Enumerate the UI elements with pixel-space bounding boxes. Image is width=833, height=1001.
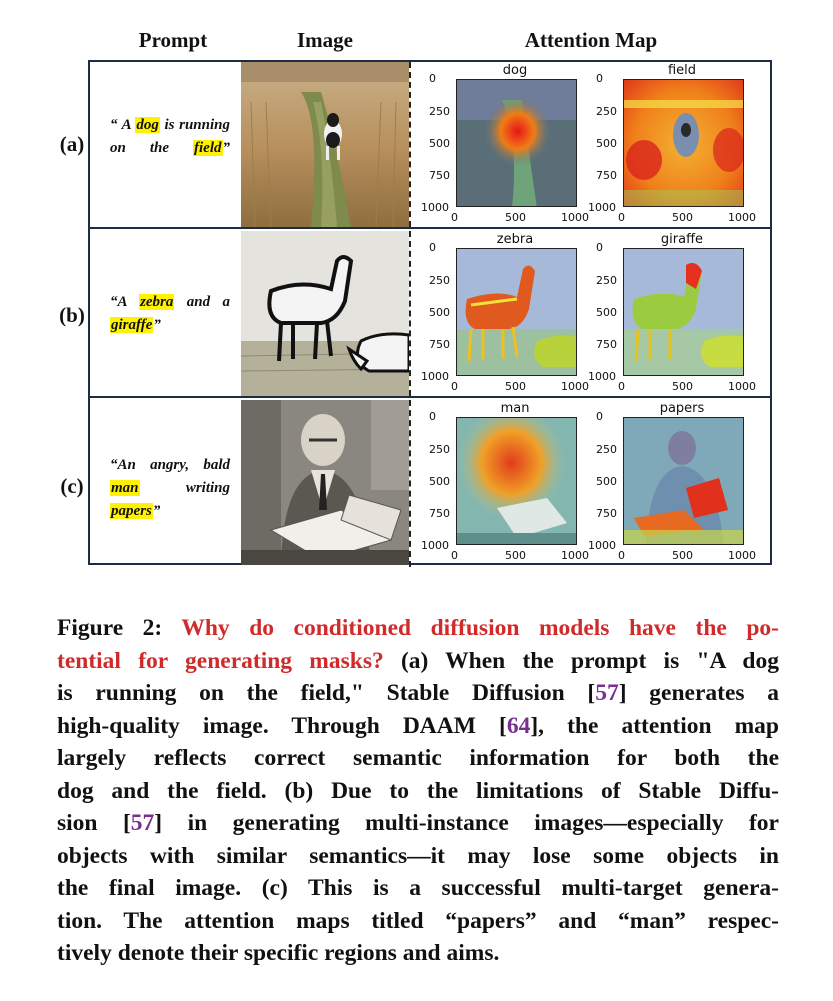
highlighted-word: papers bbox=[111, 503, 152, 519]
highlighted-word: field bbox=[194, 140, 222, 156]
citation-link[interactable]: 57 bbox=[130, 810, 155, 836]
caption-text: the final image. (c) This is a successful multi-target genera- bbox=[57, 875, 779, 901]
y-tick: 0 bbox=[429, 241, 436, 254]
y-tick: 1000 bbox=[421, 539, 449, 552]
map-title: zebra bbox=[496, 232, 534, 247]
map-title: papers bbox=[659, 401, 705, 416]
attention-map-panel bbox=[588, 400, 768, 565]
x-tick: 500 bbox=[505, 549, 526, 562]
prompt-text: “ A dog is running on the field” bbox=[110, 117, 230, 156]
caption-text: sion [ bbox=[57, 810, 131, 836]
prompt-text: “An angry, bald man writing papers” bbox=[110, 457, 230, 519]
caption-line bbox=[57, 840, 779, 873]
y-tick: 0 bbox=[596, 241, 603, 254]
y-tick: 500 bbox=[429, 475, 450, 488]
attention-maps bbox=[411, 400, 770, 567]
row-label: (b) bbox=[59, 303, 85, 327]
y-tick: 500 bbox=[429, 306, 450, 319]
y-tick: 0 bbox=[596, 410, 603, 423]
attention-heatmap bbox=[456, 417, 577, 545]
y-tick: 500 bbox=[596, 475, 617, 488]
y-tick: 0 bbox=[429, 410, 436, 423]
caption-line bbox=[57, 742, 779, 775]
y-tick: 750 bbox=[429, 338, 450, 351]
attention-maps bbox=[411, 231, 770, 396]
y-tick: 1000 bbox=[588, 201, 616, 214]
bald-man-writing-image bbox=[241, 400, 411, 565]
attention-heatmap bbox=[456, 248, 577, 376]
attention-heatmap bbox=[456, 79, 577, 207]
attention-maps bbox=[411, 62, 770, 227]
caption-text: dog and the field. (b) Due to the limitations of Stable Diffu- bbox=[57, 777, 779, 804]
x-tick: 500 bbox=[672, 211, 693, 224]
caption-highlight: tential for generating masks? bbox=[57, 647, 384, 674]
highlighted-word: zebra bbox=[140, 294, 174, 310]
caption-text: tion. The attention maps titled “papers” and “man” respec- bbox=[57, 907, 779, 934]
caption-text: is running on the field," Stable Diffusion [ bbox=[57, 680, 596, 706]
y-tick: 250 bbox=[596, 443, 617, 456]
y-tick: 500 bbox=[596, 137, 617, 150]
caption-highlight: Why do conditioned diffusion models have the po- bbox=[181, 615, 780, 641]
y-tick: 750 bbox=[429, 507, 450, 520]
caption-line bbox=[57, 905, 779, 938]
x-tick: 0 bbox=[618, 549, 625, 562]
citation-link[interactable]: 64 bbox=[506, 712, 531, 739]
caption-line bbox=[57, 937, 779, 970]
highlighted-word: giraffe bbox=[111, 317, 153, 333]
highlighted-word: man bbox=[111, 480, 139, 496]
y-tick: 250 bbox=[429, 274, 450, 287]
y-tick: 750 bbox=[596, 507, 617, 520]
dog-running-image bbox=[241, 62, 411, 227]
column-header-image: Image bbox=[297, 28, 353, 52]
x-tick: 1000 bbox=[728, 549, 756, 562]
x-tick: 500 bbox=[505, 211, 526, 224]
x-tick: 1000 bbox=[728, 380, 756, 393]
caption-text: high-quality image. Through DAAM [ bbox=[57, 712, 507, 739]
y-tick: 750 bbox=[596, 338, 617, 351]
attention-heatmap bbox=[623, 79, 744, 207]
y-tick: 250 bbox=[596, 274, 617, 287]
attention-map-panel bbox=[588, 62, 768, 227]
x-tick: 500 bbox=[505, 380, 526, 393]
prompt-cell bbox=[90, 400, 241, 567]
y-tick: 0 bbox=[429, 72, 436, 85]
x-tick: 1000 bbox=[728, 211, 756, 224]
x-tick: 0 bbox=[451, 380, 458, 393]
y-tick: 250 bbox=[596, 105, 617, 118]
attention-map-panel bbox=[411, 231, 591, 396]
attention-map-panel bbox=[411, 62, 591, 227]
prompt-cell bbox=[90, 62, 241, 227]
caption-text: Figure 2: bbox=[57, 615, 182, 641]
attention-map-panel bbox=[588, 231, 768, 396]
y-tick: 1000 bbox=[421, 201, 449, 214]
y-tick: 1000 bbox=[421, 370, 449, 383]
figure-row-a bbox=[59, 62, 770, 229]
y-tick: 250 bbox=[429, 105, 450, 118]
map-title: man bbox=[500, 401, 530, 416]
y-tick: 0 bbox=[596, 72, 603, 85]
row-label: (c) bbox=[60, 474, 84, 498]
y-tick: 500 bbox=[429, 137, 450, 150]
figure-row-b bbox=[59, 231, 770, 398]
x-tick: 0 bbox=[451, 211, 458, 224]
generated-image bbox=[241, 62, 411, 227]
attention-map-panel bbox=[411, 400, 591, 565]
x-tick: 0 bbox=[618, 211, 625, 224]
caption-text: largely reflects correct semantic information for both the bbox=[57, 745, 779, 771]
prompt-cell bbox=[90, 231, 241, 396]
y-tick: 1000 bbox=[588, 370, 616, 383]
caption-line bbox=[57, 710, 779, 743]
y-tick: 1000 bbox=[588, 539, 616, 552]
row-label: (a) bbox=[59, 132, 85, 156]
y-tick: 250 bbox=[429, 443, 450, 456]
caption-text: objects with similar semantics—it may lose some objects in bbox=[57, 842, 779, 869]
y-tick: 750 bbox=[596, 169, 617, 182]
citation-link[interactable]: 57 bbox=[595, 680, 619, 706]
caption-line bbox=[57, 807, 779, 840]
caption-line bbox=[57, 775, 779, 808]
x-tick: 500 bbox=[672, 549, 693, 562]
column-header-attention-map: Attention Map bbox=[524, 28, 658, 52]
caption-line bbox=[57, 872, 779, 905]
map-title: dog bbox=[502, 63, 528, 78]
caption-line bbox=[57, 645, 779, 678]
caption-text: tively denote their specific regions and aims. bbox=[57, 940, 500, 966]
x-tick: 0 bbox=[618, 380, 625, 393]
figure-caption bbox=[57, 612, 779, 970]
x-tick: 1000 bbox=[561, 380, 589, 393]
generated-image bbox=[241, 231, 411, 396]
caption-text: ], the attention map bbox=[530, 712, 779, 739]
attention-heatmap bbox=[623, 417, 744, 545]
caption-line bbox=[57, 677, 779, 710]
attention-heatmap bbox=[623, 248, 744, 376]
figure-row-c bbox=[60, 400, 770, 567]
column-header-prompt: Prompt bbox=[138, 28, 208, 52]
x-tick: 1000 bbox=[561, 549, 589, 562]
caption-text: ] in generating multi-instance images—especially for bbox=[154, 810, 779, 836]
highlighted-word: dog bbox=[136, 117, 159, 133]
zebra-image bbox=[241, 231, 411, 396]
caption-text: (a) When the prompt is "A dog bbox=[383, 647, 779, 674]
generated-image bbox=[241, 400, 411, 567]
map-title: giraffe bbox=[660, 232, 704, 247]
map-title: field bbox=[667, 63, 697, 78]
y-tick: 500 bbox=[596, 306, 617, 319]
x-tick: 1000 bbox=[561, 211, 589, 224]
x-tick: 0 bbox=[451, 549, 458, 562]
x-tick: 500 bbox=[672, 380, 693, 393]
prompt-text: “A zebra and a giraffe” bbox=[110, 294, 230, 333]
figure-grid bbox=[59, 60, 772, 565]
caption-text: ] generates a bbox=[618, 680, 779, 706]
caption-line bbox=[57, 612, 779, 645]
y-tick: 750 bbox=[429, 169, 450, 182]
